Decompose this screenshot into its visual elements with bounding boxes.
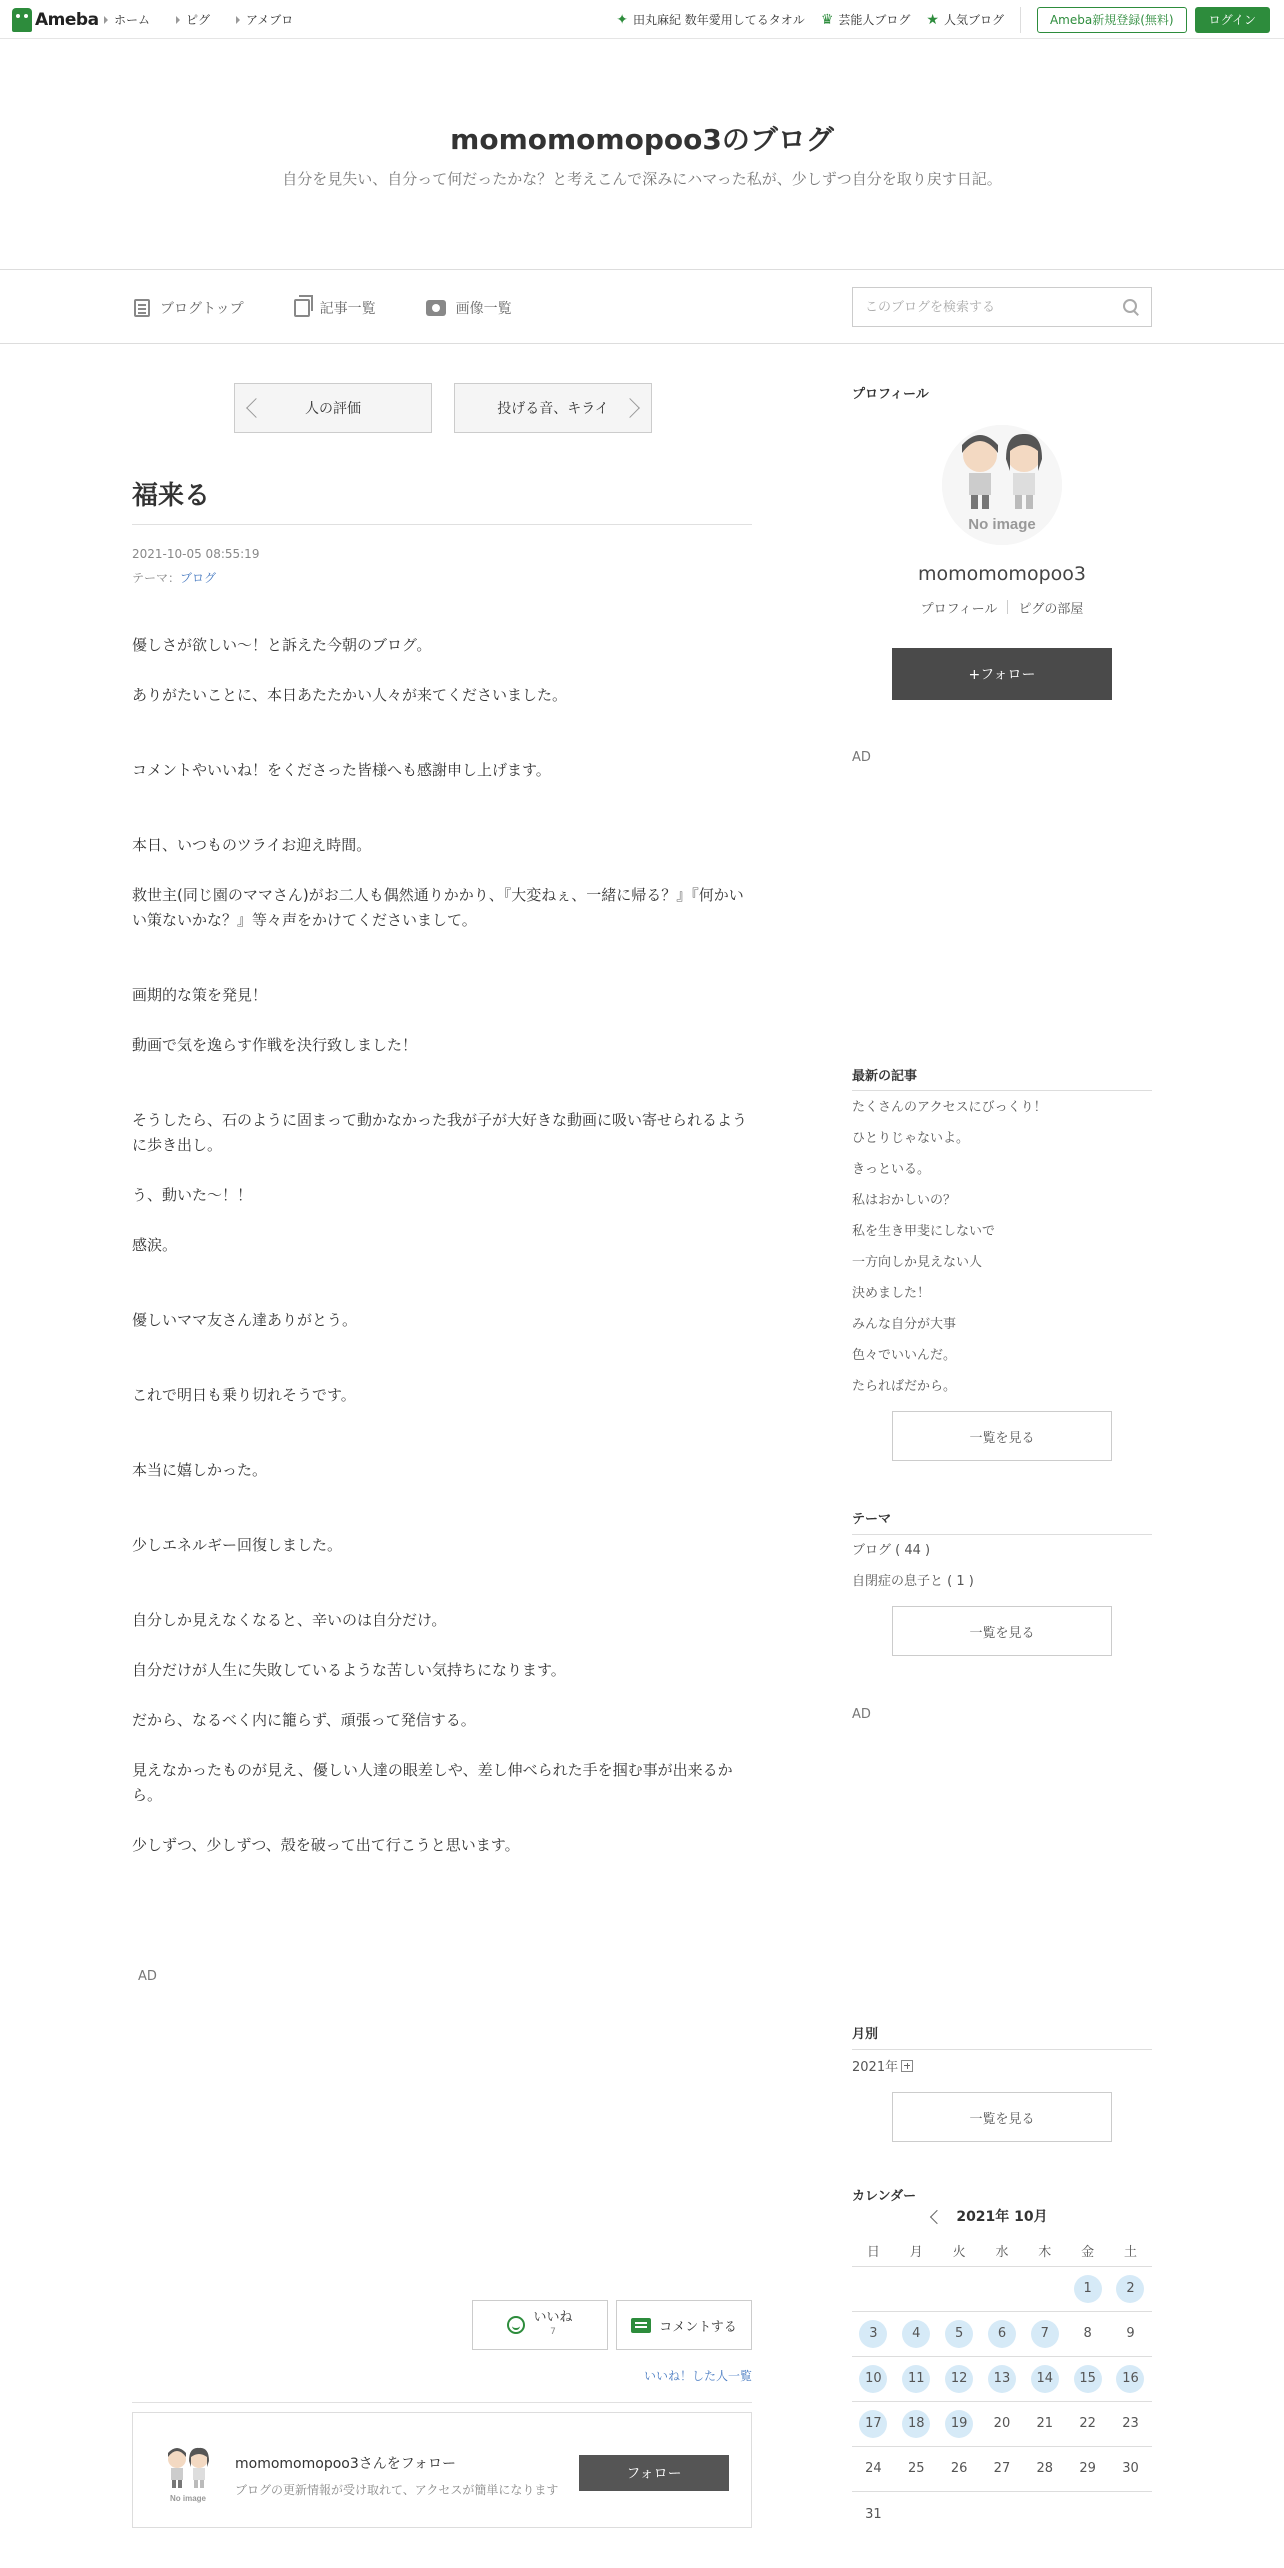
like-label: いいね (533, 2310, 573, 2325)
entry-paragraph: 優しさが欲しい〜！と訴えた今朝のブログ。 (132, 636, 432, 654)
calendar-day[interactable] (895, 2365, 938, 2393)
calendar-day-number[interactable]: 10 (859, 2365, 887, 2393)
divider (1020, 7, 1021, 33)
entry-paragraph: 救世主(同じ園のママさん)がお二人も偶然通りかかり、『大変ねぇ、一緒に帰る？』『何かいい策ないかな？』等々声をかけてくださいまして。 (132, 886, 744, 929)
pig-room-link[interactable]: ピグの部屋 (1018, 602, 1084, 617)
ameba-logo-icon (12, 8, 32, 32)
entry-paragraph: 自分だけが人生に失敗しているような苦しい気持ちになります。 (132, 1661, 566, 1679)
calendar-day (1066, 2410, 1109, 2438)
blog-header (0, 40, 1284, 270)
blog-description: 自分を見失い、自分って何だったかな？と考えこんで深みにハマった私が、少しずつ自分を取り戻す日記。 (282, 170, 1002, 188)
calendar-day-number (1031, 2275, 1059, 2303)
profile-follow-button[interactable]: +フォロー (892, 648, 1112, 700)
next-entry-label: 投げる音、キライ (497, 401, 609, 417)
calendar-day-number[interactable]: 14 (1031, 2365, 1059, 2393)
nav-image-list[interactable] (426, 298, 512, 318)
triangle-right-icon (176, 16, 180, 24)
celebrity-blog-label: 芸能人ブログ (838, 13, 911, 27)
copy-icon (294, 299, 310, 317)
comment-button[interactable] (616, 2300, 752, 2350)
profile-links (852, 598, 1152, 617)
calendar-day[interactable] (1066, 2275, 1109, 2303)
calendar-day-number[interactable]: 13 (988, 2365, 1016, 2393)
recent-entry-link[interactable]: 私を生き甲斐にしないで (852, 1224, 996, 1239)
theme-link[interactable]: 自閉症の息子と ( 1 ) (852, 1574, 974, 1589)
calendar-day-number: 25 (907, 2461, 925, 2476)
calendar-weekdays (852, 2234, 1152, 2267)
calendar-day-number[interactable]: 3 (859, 2320, 887, 2348)
calendar-day-number[interactable]: 18 (902, 2410, 930, 2438)
reaction-buttons (472, 2300, 752, 2350)
month-more-button[interactable]: 一覧を見る (892, 2092, 1112, 2142)
calendar-week-row (852, 2312, 1152, 2357)
calendar-day (1109, 2501, 1152, 2529)
entry-paragraph: 動画で気を逸らす作戦を決行致しました！ (132, 1036, 418, 1054)
chevron-left-icon[interactable] (930, 2210, 944, 2224)
theme-link[interactable]: ブログ ( 44 ) (852, 1543, 931, 1558)
triangle-right-icon (104, 16, 108, 24)
calendar-day-number[interactable]: 17 (859, 2410, 887, 2438)
divider (1007, 600, 1008, 614)
entry-paragraph: コメントやいいね！をくださった皆様へも感謝申し上げます。 (132, 761, 551, 779)
divider (132, 524, 752, 525)
calendar-day[interactable] (895, 2410, 938, 2438)
calendar-day[interactable] (852, 2320, 895, 2348)
liked-users-link[interactable]: いいね！した人一覧 (644, 2369, 753, 2383)
weekday-label: 日 (866, 2244, 880, 2260)
profile-avatar[interactable] (942, 425, 1062, 545)
recent-more-button[interactable]: 一覧を見る (892, 1411, 1112, 1461)
star-icon: ★ (926, 11, 939, 28)
calendar-day-number (1116, 2501, 1144, 2529)
calendar-day (981, 2410, 1024, 2438)
no-image-text: No image (169, 2494, 207, 2503)
calendar-day[interactable] (1023, 2320, 1066, 2348)
calendar-day (852, 2275, 895, 2303)
calendar-day-number (945, 2501, 973, 2529)
entry-paragraph: そうしたら、石のように固まって動かなかった我が子が大好きな動画に吸い寄せられるように歩き出し。 (132, 1111, 748, 1154)
calendar-day[interactable] (938, 2410, 981, 2438)
recent-entry-link[interactable]: ひとりじゃないよ。 (852, 1131, 970, 1146)
calendar-day-number: 31 (865, 2506, 882, 2522)
calendar-day-number[interactable]: 2 (1116, 2275, 1144, 2303)
calendar-day-number: 27 (993, 2461, 1011, 2476)
login-button[interactable]: ログイン (1195, 7, 1270, 33)
prev-entry-label: 人の評価 (305, 401, 361, 417)
calendar-day (981, 2455, 1024, 2483)
calendar-day-number: 30 (1122, 2461, 1139, 2476)
sparkle-icon: ✦ (616, 11, 628, 28)
profile-heading: プロフィール (852, 387, 929, 402)
weekday-label: 金 (1081, 2244, 1095, 2260)
no-image-avatar (157, 2443, 219, 2505)
chevron-right-icon (620, 398, 640, 418)
calendar-day-number: 23 (1122, 2416, 1139, 2431)
nav-entry-list[interactable] (294, 298, 376, 318)
calendar-day (1023, 2410, 1066, 2438)
promo-link-label: 田丸麻紀 数年愛用してるタオル (632, 13, 805, 27)
calendar-week-row (852, 2447, 1152, 2492)
weekday-label: 水 (995, 2244, 1009, 2260)
weekday-label: 火 (952, 2244, 966, 2260)
divider (132, 2402, 752, 2403)
calendar-day (1023, 2275, 1066, 2303)
entry-theme-label: テーマ： (132, 571, 181, 585)
calendar-week-row (852, 2357, 1152, 2402)
weekday-label: 土 (1123, 2244, 1137, 2260)
triangle-right-icon (236, 16, 240, 24)
recent-entry-link[interactable]: きっといる。 (852, 1162, 931, 1177)
calendar-day-number: 24 (865, 2461, 882, 2476)
calendar-day-number (902, 2275, 930, 2303)
theme-list (852, 1535, 1152, 1597)
calendar-day-number (988, 2501, 1016, 2529)
entry-theme-link[interactable]: ブログ (180, 571, 217, 585)
calendar-day-number[interactable]: 7 (1031, 2320, 1059, 2348)
weekday-label: 月 (909, 2244, 923, 2260)
profile-name[interactable]: momomomopoo3 (918, 563, 1086, 585)
calendar-week-row (852, 2402, 1152, 2447)
calendar-title-row (852, 2206, 1152, 2226)
calendar-day (1023, 2501, 1066, 2529)
calendar-day (1109, 2455, 1152, 2483)
recent-entry-link[interactable]: 一方向しか見えない人 (852, 1255, 983, 1270)
next-entry-button[interactable] (454, 383, 652, 433)
recent-entry-link[interactable]: みんな自分が大事 (852, 1317, 957, 1332)
calendar-day[interactable] (852, 2365, 895, 2393)
recent-entry-link[interactable]: 決めました！ (852, 1286, 931, 1301)
recent-entry-link[interactable]: 色々でいいんだ。 (852, 1348, 957, 1363)
entry-paragraph: 本日、いつものツライお迎え時間。 (132, 836, 372, 854)
blog-nav-links (134, 271, 512, 344)
global-right (616, 0, 1270, 39)
ad-label: AD (852, 1707, 871, 1722)
divider (852, 1090, 1152, 1091)
entry-paragraph: 自分しか見えなくなると、辛いのは自分だけ。 (132, 1611, 447, 1629)
calendar-day-number[interactable]: 6 (988, 2320, 1016, 2348)
ad-label: AD (138, 1969, 157, 1984)
nav-entry-list-label: 記事一覧 (319, 300, 376, 317)
calendar-day (895, 2455, 938, 2483)
calendar-day (895, 2275, 938, 2303)
calendar-day-number (988, 2275, 1016, 2303)
nav-pig[interactable] (176, 11, 210, 28)
calendar-grid (852, 2234, 1152, 2537)
blog-nav (0, 271, 1284, 344)
blog-search (852, 287, 1152, 327)
calendar-day-number (902, 2501, 930, 2529)
calendar-day-number[interactable]: 11 (902, 2365, 930, 2393)
smile-icon (507, 2316, 525, 2334)
ad-label: AD (852, 750, 871, 765)
calendar-day-number[interactable]: 15 (1074, 2365, 1102, 2393)
follow-description: ブログの更新情報が受け取れて、アクセスが簡単になります (235, 2483, 559, 2497)
entry-paragraph: 優しいママ友さん達ありがとう。 (132, 1311, 358, 1329)
crown-icon: ♛ (820, 11, 834, 28)
search-icon[interactable] (1123, 299, 1139, 315)
calendar-day-number[interactable]: 12 (945, 2365, 973, 2393)
recent-entries (852, 1092, 1152, 1402)
entry-paragraph: 本当に嬉しかった。 (132, 1461, 268, 1479)
calendar-day-number[interactable]: 5 (945, 2320, 973, 2348)
calendar-day-number (945, 2275, 973, 2303)
search-input[interactable] (865, 300, 1123, 315)
month-item[interactable] (852, 2056, 913, 2075)
document-icon (134, 299, 150, 317)
calendar-day[interactable] (981, 2365, 1024, 2393)
prev-entry-button[interactable] (234, 383, 432, 433)
celebrity-blog-link[interactable] (821, 11, 911, 28)
register-button[interactable]: Ameba新規登録(無料) (1037, 7, 1187, 33)
calendar-week-row (852, 2492, 1152, 2537)
ameba-logo-text: Ameba (35, 10, 99, 30)
camera-icon (426, 300, 446, 316)
no-image-text: No image (968, 516, 1036, 533)
entry-theme (132, 569, 216, 586)
calendar-day-number[interactable]: 16 (1116, 2365, 1144, 2393)
calendar-day (981, 2275, 1024, 2303)
calendar-day[interactable] (1023, 2365, 1066, 2393)
like-button[interactable] (472, 2300, 608, 2350)
calendar-day (1066, 2455, 1109, 2483)
expand-plus-icon[interactable] (901, 2060, 913, 2072)
theme-more-button[interactable]: 一覧を見る (892, 1606, 1112, 1656)
calendar-day (1109, 2320, 1152, 2348)
entry-paragraph: 少しずつ、少しずつ、殻を破って出て行こうと思います。 (132, 1836, 520, 1854)
entry-pager (234, 383, 652, 433)
calendar-day-number: 29 (1079, 2461, 1096, 2476)
global-nav (104, 0, 293, 39)
theme-heading: テーマ (852, 1512, 892, 1527)
nav-image-list-label: 画像一覧 (455, 300, 512, 317)
calendar-day-number: 20 (993, 2416, 1011, 2431)
calendar-day (1066, 2501, 1109, 2529)
like-count: 7 (550, 2327, 556, 2337)
calendar-day-number[interactable]: 4 (902, 2320, 930, 2348)
calendar-day-number: 9 (1126, 2326, 1135, 2341)
calendar-day (938, 2455, 981, 2483)
entry-paragraph: これで明日も乗り切れそうです。 (132, 1386, 356, 1404)
global-header (0, 0, 1284, 39)
calendar-week-row (852, 2267, 1152, 2312)
entry-paragraph: 少しエネルギー回復しました。 (132, 1536, 343, 1554)
comment-label: コメントする (659, 2319, 737, 2335)
nav-home-label: ホーム (114, 13, 151, 27)
entry-paragraph: 見えなかったものが見え、優しい人達の眼差しや、差し伸べられた手を掴む事が出来るから。 (132, 1761, 733, 1804)
calendar-day-number: 22 (1079, 2416, 1096, 2431)
month-label: 2021年 (852, 2060, 899, 2075)
entry-paragraph: 画期的な策を発見！ (132, 986, 268, 1004)
calendar-day (981, 2501, 1024, 2529)
promo-link[interactable] (616, 11, 805, 28)
recent-entry-link[interactable]: たくさんのアクセスにびっくり！ (852, 1100, 1047, 1115)
follow-card (132, 2412, 752, 2528)
calendar-day[interactable] (895, 2320, 938, 2348)
calendar-day[interactable] (938, 2365, 981, 2393)
follow-name: momomomopoo3さんをフォロー (235, 2456, 457, 2472)
entry-paragraph: 感涙。 (132, 1236, 178, 1254)
recent-heading: 最新の記事 (852, 1069, 918, 1084)
popular-blog-label: 人気ブログ (943, 13, 1004, 27)
entry-title: 福来る (132, 481, 211, 511)
nav-blog-top-label: ブログトップ (160, 300, 244, 317)
nav-blog-top[interactable] (134, 298, 244, 318)
calendar-day-number (859, 2275, 887, 2303)
nav-home[interactable] (104, 11, 150, 28)
month-heading: 月別 (852, 2027, 879, 2042)
calendar-day-number: 8 (1083, 2326, 1092, 2341)
weekday-label: 木 (1038, 2244, 1052, 2260)
calendar-heading: カレンダー (852, 2189, 917, 2204)
calendar-day (1023, 2455, 1066, 2483)
entry-paragraph: だから、なるべく内に籠らず、頑張って発信する。 (132, 1711, 476, 1729)
entry-date: 2021-10-05 08:55:19 (132, 547, 260, 561)
calendar-day[interactable] (938, 2320, 981, 2348)
chevron-left-icon (246, 398, 266, 418)
nav-ameblo[interactable] (236, 11, 293, 28)
entry-paragraph: う、動いた〜！！ (132, 1186, 253, 1204)
recent-entry-link[interactable]: 私はおかしいの？ (852, 1193, 957, 1208)
calendar-day (938, 2501, 981, 2529)
calendar-day-number (1074, 2501, 1102, 2529)
nav-ameblo-label: アメブロ (246, 13, 294, 27)
calendar-day[interactable] (1066, 2365, 1109, 2393)
calendar-day (938, 2275, 981, 2303)
ameba-logo[interactable] (12, 8, 99, 32)
follow-button[interactable]: フォロー (579, 2455, 729, 2491)
calendar-day-number: 28 (1036, 2461, 1054, 2476)
calendar-day (852, 2455, 895, 2483)
calendar-day[interactable] (1109, 2275, 1152, 2303)
calendar-day[interactable] (1109, 2365, 1152, 2393)
calendar-day-number: 26 (950, 2461, 968, 2476)
popular-blog-link[interactable] (926, 11, 1004, 28)
calendar-day (1109, 2410, 1152, 2438)
calendar-day-number[interactable]: 1 (1074, 2275, 1102, 2303)
calendar-day (1066, 2320, 1109, 2348)
divider (852, 2049, 1152, 2050)
profile-link[interactable]: プロフィール (920, 602, 998, 617)
entry-paragraph: ありがたいことに、本日あたたかい人々が来てくださいました。 (132, 686, 568, 704)
calendar-day-number[interactable]: 19 (945, 2410, 973, 2438)
recent-entry-link[interactable]: たらればだから。 (852, 1379, 957, 1394)
calendar-day-number (1031, 2501, 1059, 2529)
like-content (533, 2311, 572, 2339)
calendar-day (852, 2501, 895, 2529)
blog-title[interactable]: momomomopoo3のブログ (450, 123, 834, 156)
nav-pig-label: ピグ (186, 13, 211, 27)
calendar-day[interactable] (981, 2320, 1024, 2348)
calendar-day (895, 2501, 938, 2529)
calendar-day-number: 21 (1036, 2416, 1054, 2431)
comment-icon (631, 2318, 651, 2333)
calendar-title: 2021年 10月 (956, 2209, 1048, 2225)
calendar-day[interactable] (852, 2410, 895, 2438)
